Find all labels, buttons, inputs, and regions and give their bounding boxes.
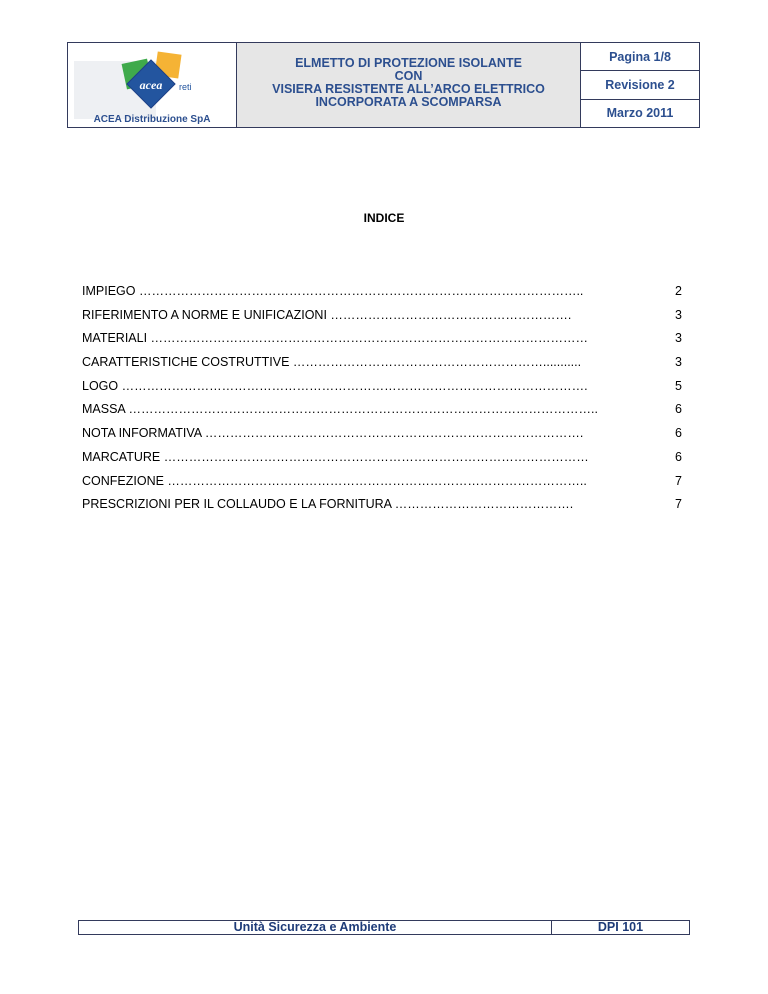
title-line-1: ELMETTO DI PROTEZIONE ISOLANTE — [295, 56, 522, 70]
footer-code: DPI 101 — [597, 920, 644, 934]
toc-item[interactable] — [82, 474, 682, 498]
acea-reti-logo-icon — [108, 51, 218, 121]
toc-item[interactable] — [82, 355, 682, 379]
toc-item[interactable] — [82, 497, 682, 521]
toc-item-page: 3 — [675, 355, 682, 370]
toc-item-page: 6 — [675, 449, 682, 464]
table-of-contents — [82, 284, 682, 521]
toc-item-text: LOGO …………………………………………………………………………………………………. — [82, 378, 588, 393]
logo-cell — [68, 43, 237, 127]
title-line-2: CON — [394, 69, 423, 83]
toc-item-page: 3 — [675, 331, 682, 346]
toc-item-page: 6 — [675, 426, 682, 441]
title-line-4: INCORPORATA A SCOMPARSA — [315, 95, 502, 109]
toc-item-text: CONFEZIONE ……………………………………………………………………………………….. — [82, 473, 587, 488]
toc-item-page: 7 — [675, 497, 682, 512]
toc-item-text: CARATTERISTICHE COSTRUTTIVE ……………………………………………………........... — [82, 355, 582, 370]
document-footer — [78, 920, 690, 935]
toc-item[interactable] — [82, 379, 682, 403]
toc-item[interactable] — [82, 331, 682, 355]
document-title — [237, 43, 581, 127]
toc-item-text: IMPIEGO …………………………………………………………………………………………….. — [82, 284, 584, 298]
toc-item[interactable] — [82, 450, 682, 474]
svg-text:acea: acea — [139, 78, 163, 92]
toc-item[interactable] — [82, 284, 682, 308]
toc-item-page: 3 — [675, 307, 682, 322]
toc-item-page: 6 — [675, 402, 682, 417]
company-name: ACEA Distribuzione SpA — [93, 114, 211, 125]
toc-item[interactable] — [82, 308, 682, 332]
revision: Revisione 2 — [581, 71, 699, 99]
date: Marzo 2011 — [581, 100, 699, 127]
document-meta — [581, 43, 699, 127]
toc-item-page: 5 — [675, 378, 682, 393]
page-number: Pagina 1/8 — [581, 43, 699, 71]
toc-item-text: PRESCRIZIONI PER IL COLLAUDO E LA FORNITURA ……………………………………. — [82, 497, 574, 512]
toc-item-text: NOTA INFORMATIVA ………………………………………………………………………………. — [82, 426, 584, 441]
toc-item[interactable] — [82, 426, 682, 450]
document-header — [67, 42, 700, 128]
toc-item-text: MARCATURE ………………………………………………………………………………………… — [82, 449, 589, 464]
toc-item-page: 2 — [675, 284, 682, 298]
footer-unit: Unità Sicurezza e Ambiente — [79, 921, 552, 934]
index-title: INDICE — [363, 211, 405, 225]
svg-text:reti: reti — [179, 82, 192, 92]
toc-item-page: 7 — [675, 473, 682, 488]
toc-item-text: MATERIALI …………………………………………………………………………………………… — [82, 331, 589, 346]
toc-item-text: RIFERIMENTO A NORME E UNIFICAZIONI …………………………………………………. — [82, 307, 572, 322]
toc-item[interactable] — [82, 402, 682, 426]
toc-item-text: MASSA ………………………………………………………………………………………………….. — [82, 402, 598, 417]
title-line-3: VISIERA RESISTENTE ALL’ARCO ELETTRICO — [272, 82, 545, 96]
